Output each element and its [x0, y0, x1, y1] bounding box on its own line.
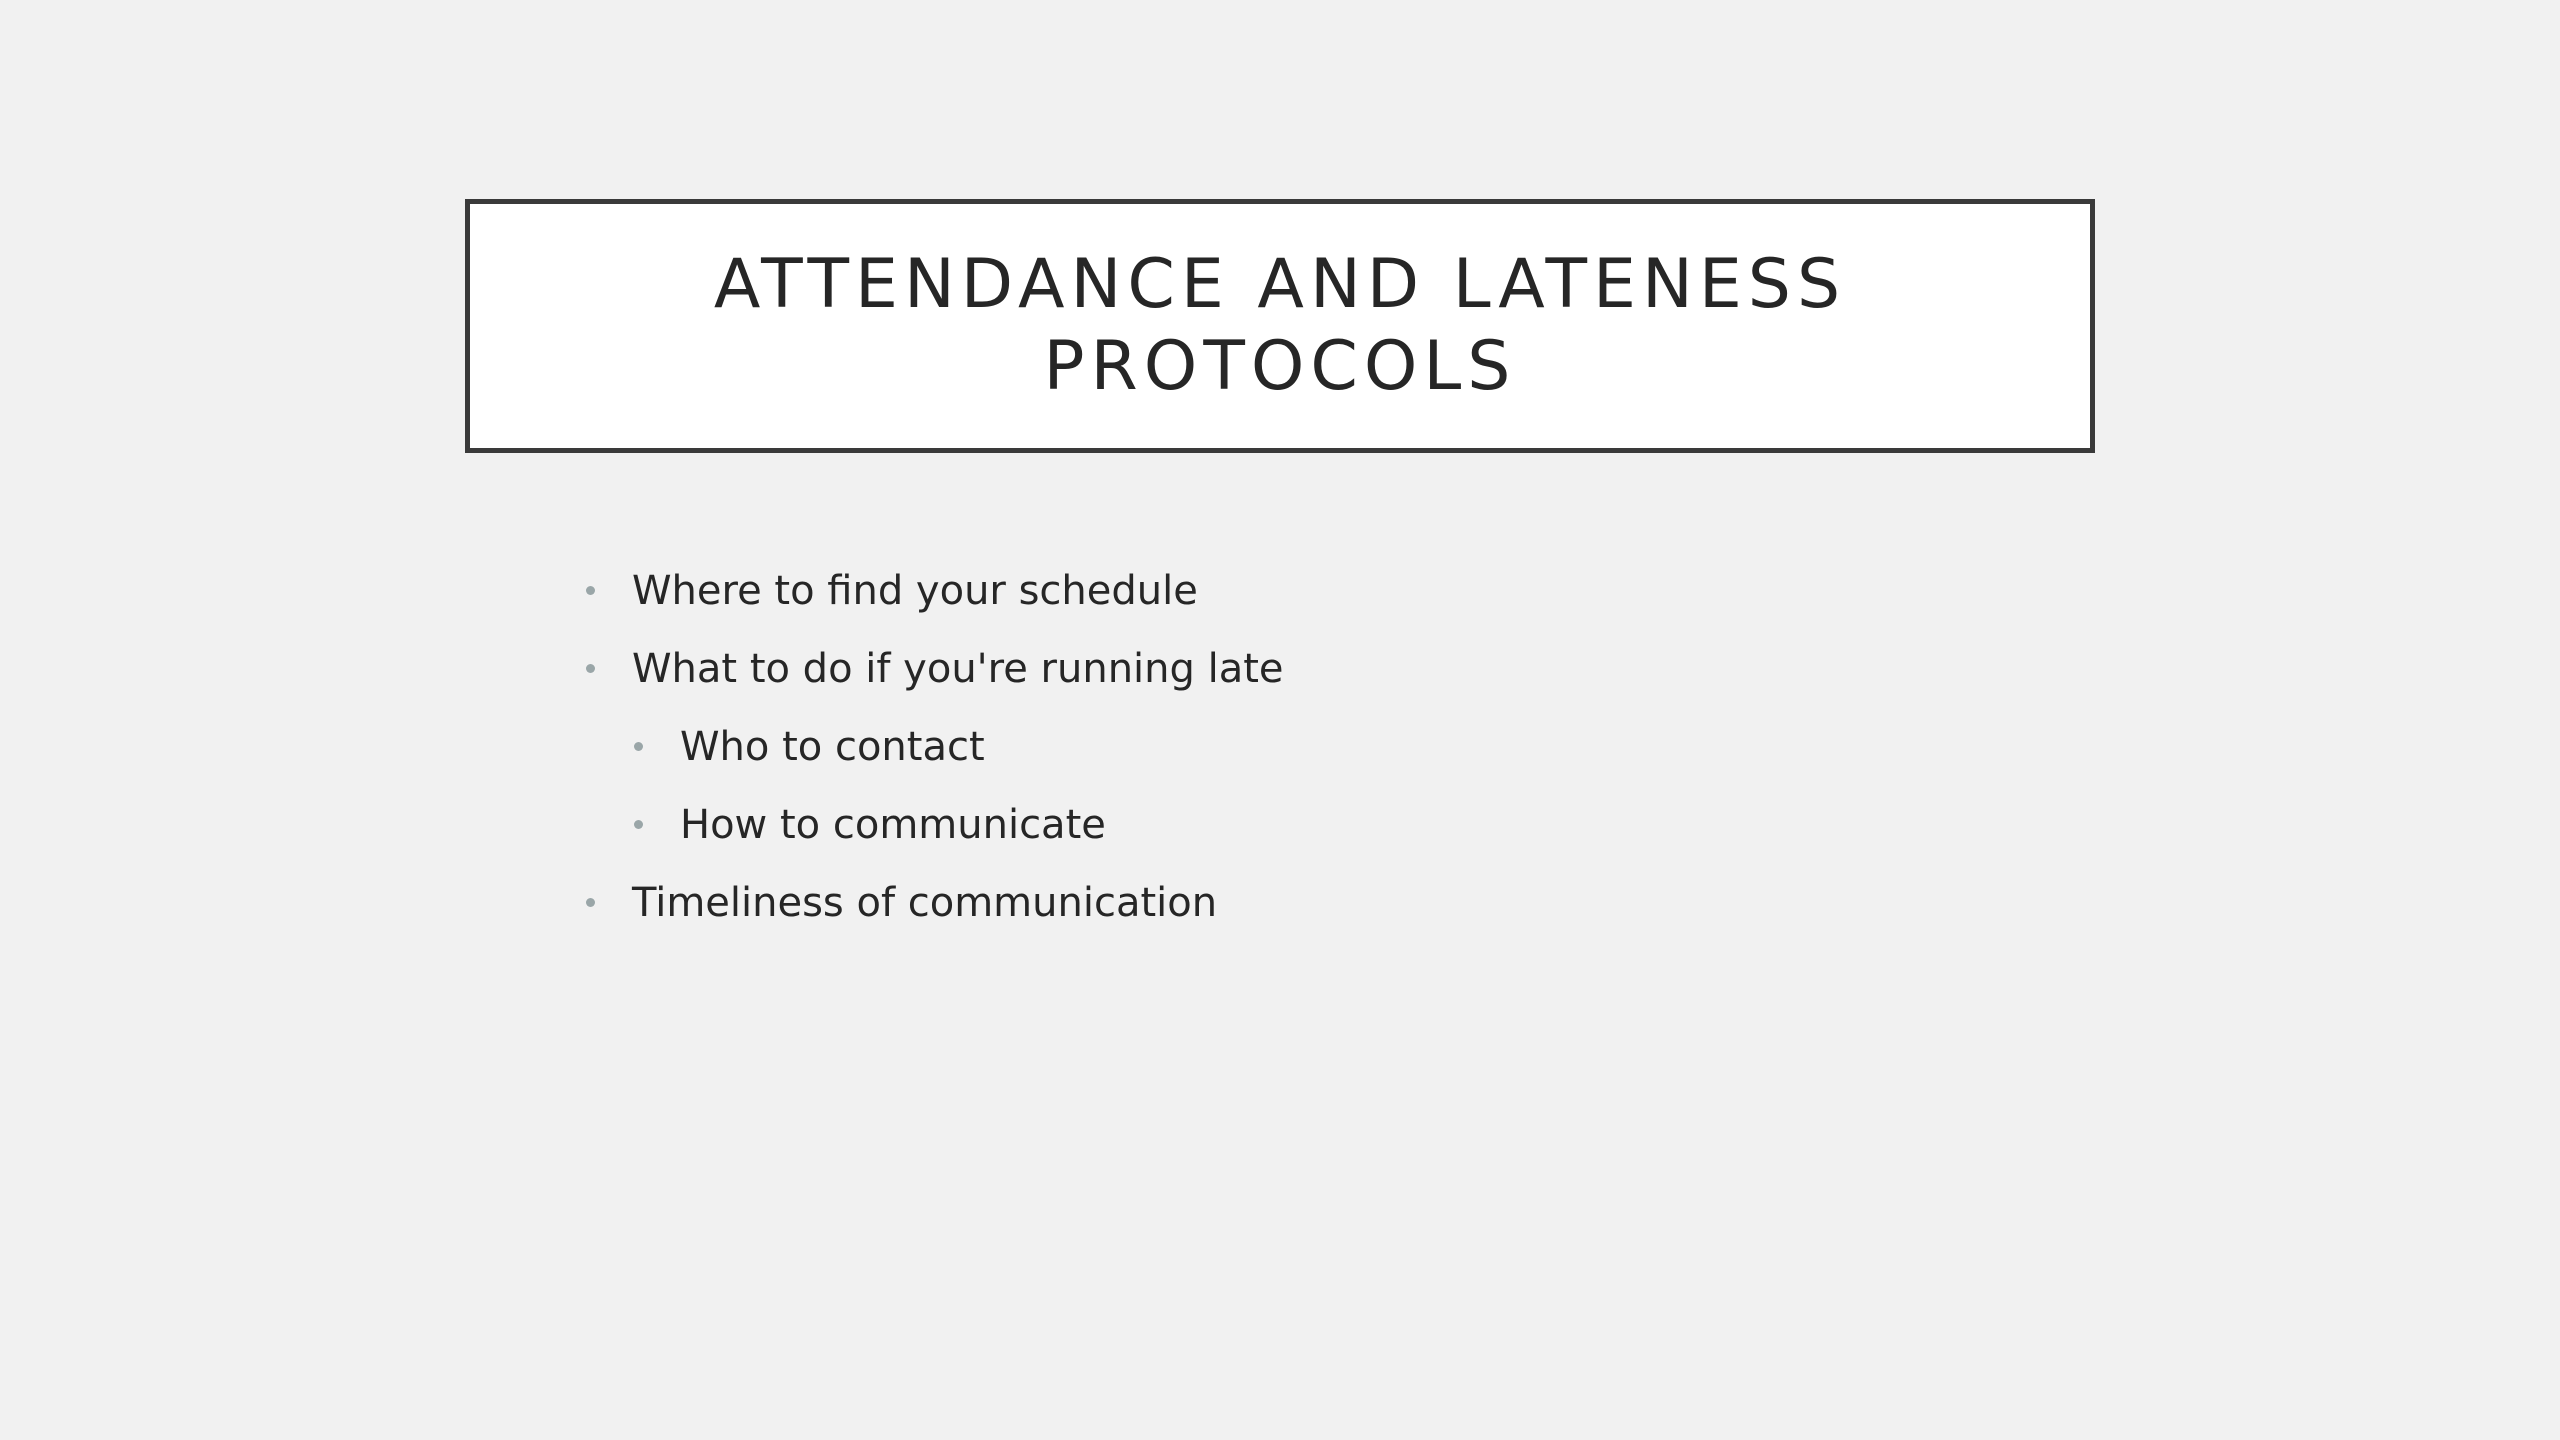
bullet-text: Where to find your schedule [632, 568, 1198, 614]
bullet-item [580, 630, 2080, 708]
title-line-2: PROTOCOLS [1043, 327, 1517, 406]
bullet-text: Timeliness of communication [632, 880, 1218, 926]
bullet-dot-icon [634, 820, 643, 829]
bullet-list [580, 552, 2080, 942]
slide-title [714, 244, 1846, 408]
bullet-dot-icon [586, 586, 595, 595]
bullet-text: What to do if you're running late [632, 646, 1284, 692]
title-box [465, 199, 2095, 453]
bullet-item [580, 552, 2080, 630]
bullet-item [580, 864, 2080, 942]
bullet-dot-icon [586, 664, 595, 673]
title-line-1: ATTENDANCE AND LATENESS [713, 245, 1847, 324]
bullet-text: Who to contact [680, 724, 985, 770]
bullet-dot-icon [586, 898, 595, 907]
sub-bullet-item [580, 708, 2080, 786]
bullet-dot-icon [634, 742, 643, 751]
bullet-text: How to communicate [680, 802, 1106, 848]
sub-bullet-item [580, 786, 2080, 864]
